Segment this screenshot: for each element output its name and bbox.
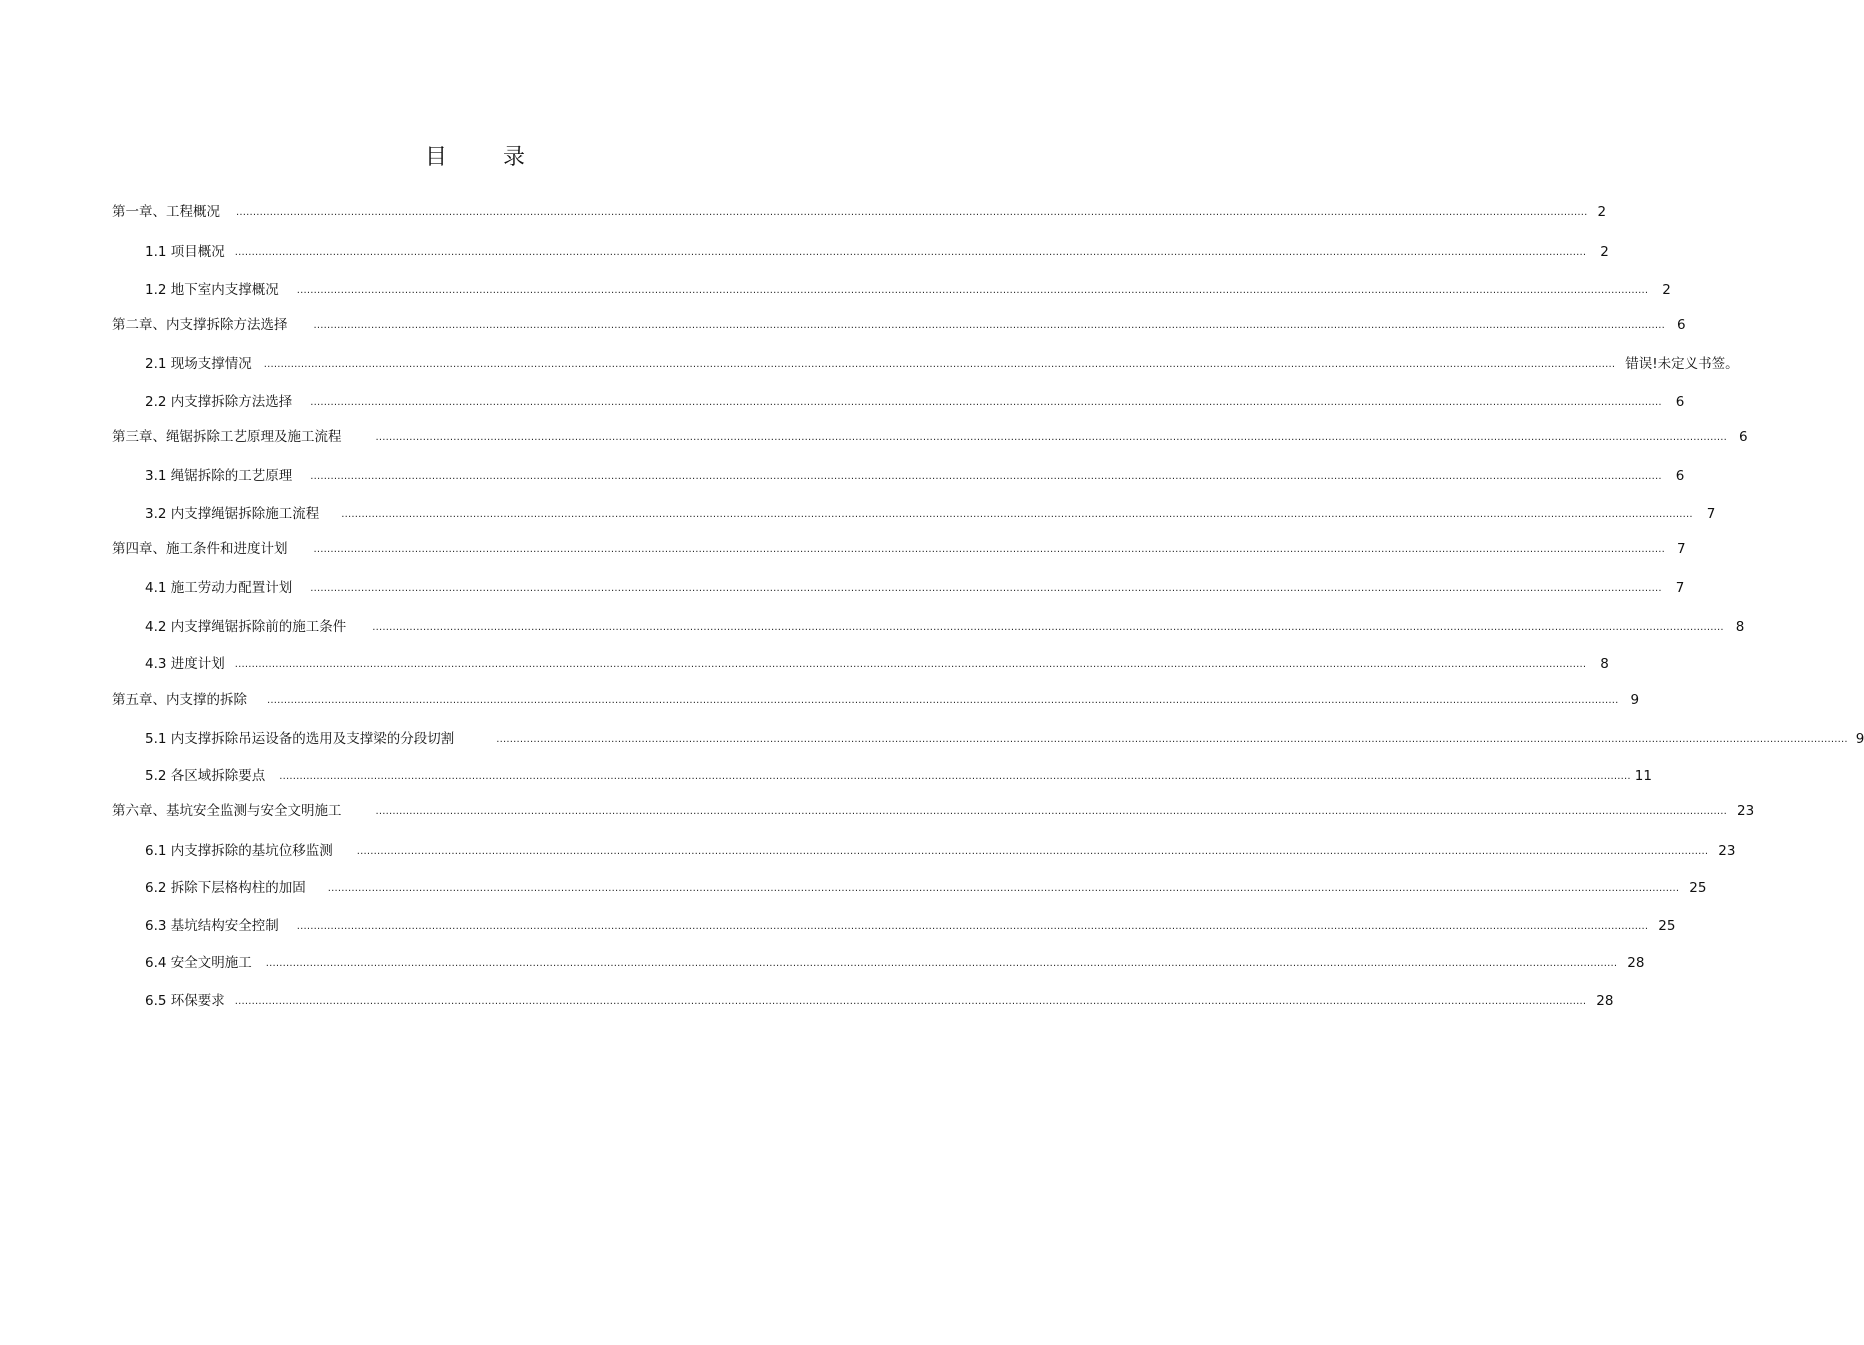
toc-label: 第四章、施工条件和进度计划	[112, 541, 288, 557]
toc-title-char-2: 录	[503, 145, 526, 170]
toc-leader-dots: ................................................................................................................................................................................................................................................................................................................................................................................................................	[267, 695, 1619, 706]
toc-entry-6-2[interactable]	[145, 878, 1707, 898]
toc-entry-2-1[interactable]	[145, 354, 1739, 374]
toc-leader-dots: ................................................................................................................................................................................................................................................................................................................................................................................................................	[327, 883, 1680, 894]
toc-entry-chapter-1[interactable]	[112, 202, 1607, 222]
toc-label: 1.2 地下室内支撑概况	[145, 282, 279, 298]
toc-leader-dots: ................................................................................................................................................................................................................................................................................................................................................................................................................	[310, 583, 1662, 594]
toc-entry-4-1[interactable]	[145, 578, 1685, 598]
toc-page-number: 6	[1676, 317, 1686, 333]
toc-entry-5-1[interactable]	[145, 729, 1864, 749]
toc-label: 2.2 内支撑拆除方法选择	[145, 394, 293, 410]
toc-entry-6-3[interactable]	[145, 916, 1676, 936]
toc-leader-dots: ................................................................................................................................................................................................................................................................................................................................................................................................................	[310, 471, 1662, 482]
toc-page-number: 9	[1855, 731, 1864, 747]
toc-page-number: 28	[1627, 955, 1645, 971]
toc-entry-5-2[interactable]	[145, 766, 1652, 786]
toc-leader-dots: ................................................................................................................................................................................................................................................................................................................................................................................................................	[313, 544, 1665, 555]
toc-page-number: 7	[1675, 580, 1685, 596]
toc-label: 3.2 内支撑绳锯拆除施工流程	[145, 506, 320, 522]
toc-page-number: 9	[1630, 692, 1640, 708]
toc-entry-chapter-3[interactable]	[112, 427, 1748, 447]
toc-leader-dots: ................................................................................................................................................................................................................................................................................................................................................................................................................	[234, 659, 1587, 670]
toc-leader-dots: ................................................................................................................................................................................................................................................................................................................................................................................................................	[265, 958, 1618, 969]
toc-entry-chapter-5[interactable]	[112, 690, 1640, 710]
toc-label: 4.3 进度计划	[145, 656, 225, 672]
toc-entry-3-1[interactable]	[145, 466, 1685, 486]
toc-title	[0, 140, 950, 171]
toc-page-number: 2	[1600, 244, 1609, 260]
toc-entry-chapter-2[interactable]	[112, 315, 1686, 335]
toc-label: 5.1 内支撑拆除吊运设备的选用及支撑梁的分段切割	[145, 731, 455, 747]
toc-entry-chapter-6[interactable]	[112, 801, 1755, 821]
toc-entry-3-2[interactable]	[145, 504, 1716, 524]
toc-title-char-1: 目	[424, 145, 447, 170]
toc-label: 第二章、内支撑拆除方法选择	[112, 317, 288, 333]
toc-page-number: 6	[1675, 468, 1685, 484]
toc-entry-2-2[interactable]	[145, 392, 1685, 412]
toc-leader-dots: ................................................................................................................................................................................................................................................................................................................................................................................................................	[310, 397, 1662, 408]
toc-page-number: 6	[1675, 394, 1685, 410]
toc-label: 6.3 基坑结构安全控制	[145, 918, 279, 934]
toc-label: 4.2 内支撑绳锯拆除前的施工条件	[145, 619, 347, 635]
toc-page-number: 28	[1596, 993, 1614, 1009]
toc-page-number: 8	[1600, 656, 1609, 672]
toc-leader-dots: ................................................................................................................................................................................................................................................................................................................................................................................................................	[296, 285, 1649, 296]
toc-entry-6-5[interactable]	[145, 991, 1614, 1011]
toc-entry-1-2[interactable]	[145, 280, 1671, 300]
toc-page-number: 25	[1658, 918, 1676, 934]
toc-label: 6.4 安全文明施工	[145, 955, 252, 971]
toc-page-number: 23	[1718, 843, 1736, 859]
toc-page-number: 7	[1706, 506, 1716, 522]
toc-entry-chapter-4[interactable]	[112, 539, 1686, 559]
toc-label: 6.2 拆除下层格构柱的加固	[145, 880, 306, 896]
toc-label: 6.5 环保要求	[145, 993, 225, 1009]
toc-leader-dots: ................................................................................................................................................................................................................................................................................................................................................................................................................	[375, 806, 1727, 817]
toc-leader-dots: ................................................................................................................................................................................................................................................................................................................................................................................................................	[263, 359, 1616, 370]
toc-entry-4-2[interactable]	[145, 617, 1745, 637]
toc-label: 第三章、绳锯拆除工艺原理及施工流程	[112, 429, 342, 445]
toc-leader-dots: ................................................................................................................................................................................................................................................................................................................................................................................................................	[234, 996, 1587, 1007]
toc-page-number: 2	[1662, 282, 1671, 298]
toc-page-number: 25	[1689, 880, 1707, 896]
toc-leader-dots: ................................................................................................................................................................................................................................................................................................................................................................................................................	[279, 771, 1631, 782]
toc-leader-dots: ................................................................................................................................................................................................................................................................................................................................................................................................................	[356, 846, 1709, 857]
toc-page-number: 23	[1736, 803, 1755, 819]
toc-leader-dots: ................................................................................................................................................................................................................................................................................................................................................................................................................	[313, 320, 1665, 331]
toc-label: 5.2 各区域拆除要点	[145, 768, 266, 784]
toc-label: 6.1 内支撑拆除的基坑位移监测	[145, 843, 333, 859]
toc-entry-6-4[interactable]	[145, 953, 1645, 973]
toc-leader-dots: ................................................................................................................................................................................................................................................................................................................................................................................................................	[375, 432, 1727, 443]
toc-page-number: 8	[1735, 619, 1745, 635]
toc-leader-dots: ................................................................................................................................................................................................................................................................................................................................................................................................................	[341, 509, 1693, 520]
toc-leader-dots: ................................................................................................................................................................................................................................................................................................................................................................................................................	[234, 247, 1587, 258]
toc-label: 第一章、工程概况	[112, 204, 220, 220]
toc-label: 3.1 绳锯拆除的工艺原理	[145, 468, 293, 484]
toc-page-number: 7	[1676, 541, 1686, 557]
toc-label: 第五章、内支撑的拆除	[112, 692, 247, 708]
toc-leader-dots: ................................................................................................................................................................................................................................................................................................................................................................................................................	[496, 734, 1848, 745]
toc-entry-6-1[interactable]	[145, 841, 1736, 861]
toc-leader-dots: ................................................................................................................................................................................................................................................................................................................................................................................................................	[296, 921, 1649, 932]
toc-label: 2.1 现场支撑情况	[145, 356, 252, 372]
toc-page-number: 错误!未定义书签。	[1625, 356, 1739, 372]
toc-entry-4-3[interactable]	[145, 654, 1609, 674]
toc-label: 1.1 项目概况	[145, 244, 225, 260]
toc-entry-1-1[interactable]	[145, 242, 1609, 262]
toc-label: 第六章、基坑安全监测与安全文明施工	[112, 803, 342, 819]
toc-label: 4.1 施工劳动力配置计划	[145, 580, 293, 596]
toc-page-number: 11	[1634, 768, 1652, 784]
toc-page-number: 2	[1597, 204, 1607, 220]
toc-leader-dots: ................................................................................................................................................................................................................................................................................................................................................................................................................	[372, 622, 1724, 633]
toc-leader-dots: ................................................................................................................................................................................................................................................................................................................................................................................................................	[236, 207, 1588, 218]
toc-page-number: 6	[1738, 429, 1748, 445]
